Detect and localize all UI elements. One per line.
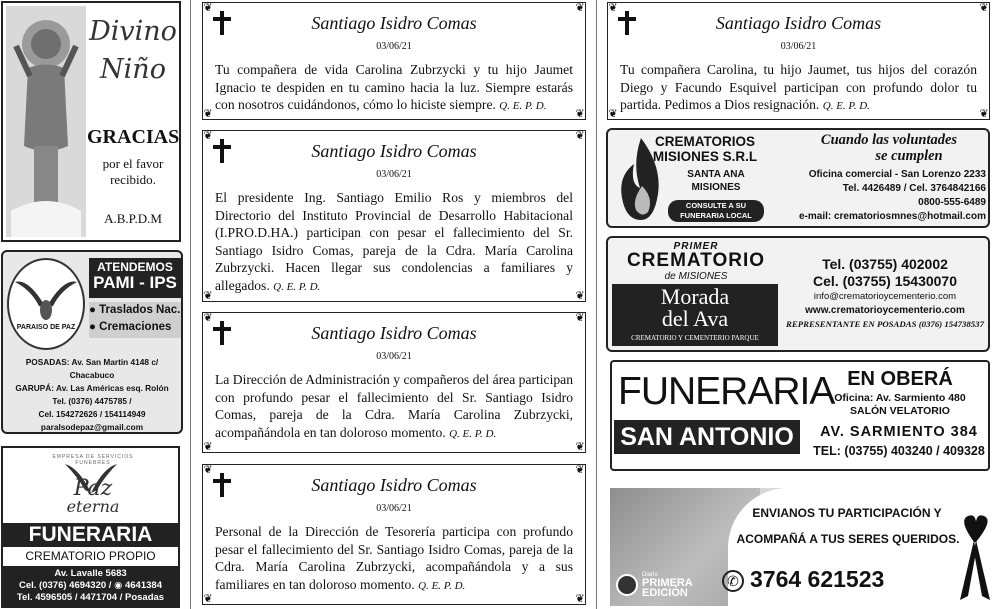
corner-ornament-icon: ❦ xyxy=(608,2,618,14)
obituary-name: Santiago Isidro Comas xyxy=(311,13,477,33)
obituary-message: El presidente Ing. Santiago Emilio Ros y miembros del Directorio del Instituto Provincial de Desarrollo Habitacional (I.PRO.D.HA.) participan con pesar el fallecimiento del Sr. Santiago Isidro Comas, pareja de la Cdra. María Carolina Zubrzycki. Hacen llegar sus condolencias a familiares y allegados. xyxy=(215,190,573,293)
divino-title-line2: Niño xyxy=(100,54,166,85)
morada-line2: del Ava xyxy=(661,306,729,331)
primer-contact xyxy=(782,256,988,332)
obituary-date: 03/06/21 xyxy=(376,351,412,362)
crem-slogan-line1: Cuando las voluntades xyxy=(820,132,958,148)
obituary-message: Tu compañera Carolina, tu hijo Jaumet, tus hijos del corazón Diego y Facundo Esquivel participan con profundo dolor tu partida. Pedimos a Dios resignación. xyxy=(620,62,977,112)
sa-salon: SALÓN VELATORIO xyxy=(850,405,950,417)
corner-ornament-icon: ❦ xyxy=(203,312,213,324)
crem-city-line1: SANTA ANA xyxy=(687,169,745,180)
primer-email: info@crematorioycementerio.com xyxy=(813,291,957,302)
paz-logo xyxy=(33,476,153,516)
primera-brand-line1: PRIMERA xyxy=(642,577,693,589)
crem-800: 0800-555-6489 xyxy=(918,197,986,208)
paraiso-de-paz-ad xyxy=(1,250,183,434)
qepd-text: Q. E. P. D. xyxy=(449,427,497,440)
primera-phone: 3764 621523 xyxy=(750,566,885,592)
bullet-icon: ● xyxy=(89,304,96,316)
obituary-notice xyxy=(202,464,586,605)
divino-initials: A.B.P.D.M xyxy=(104,211,162,226)
primer-web: www.crematorioycementerio.com xyxy=(805,305,965,316)
corner-ornament-icon: ❦ xyxy=(575,130,585,142)
qepd-text: Q. E. P. D. xyxy=(499,100,547,112)
san-antonio-ad xyxy=(610,360,990,471)
primer-label: PRIMER xyxy=(673,241,719,252)
crem-tel: Tel. 4426489 / Cel. 3764842166 xyxy=(842,183,986,194)
paz-address: Av. Lavalle 5683 xyxy=(54,568,127,579)
crem-email: e-mail: crematoriosmnes@hotmail.com xyxy=(798,211,986,222)
primer-crematorio-ad xyxy=(606,236,990,352)
primer-rep: REPRESENTANTE EN POSADAS (0376) 154738537 xyxy=(786,319,984,329)
obituary-text xyxy=(215,189,573,296)
paraiso-email: paralsodepaz@gmail.com xyxy=(40,422,144,432)
obituary-date: 03/06/21 xyxy=(780,41,817,52)
corner-ornament-icon: ❦ xyxy=(575,441,585,453)
paz-contact-block xyxy=(3,566,178,606)
service-cremaciones xyxy=(89,319,181,336)
obituary-notice xyxy=(202,2,586,120)
qepd-text: Q. E. P. D. xyxy=(822,100,870,112)
sa-office: Oficina: Av. Sarmiento 480 xyxy=(834,392,966,404)
paraiso-posadas: POSADAS: Av. San Martin 4148 c/ Chacabuco xyxy=(25,357,159,380)
favor-line1: por el favor xyxy=(102,156,164,171)
paraiso-logo-text: PARAISO DE PAZ xyxy=(16,324,76,331)
corner-ornament-icon: ❦ xyxy=(575,312,585,324)
corner-ornament-icon: ❦ xyxy=(979,2,989,14)
primera-edicion-ad xyxy=(610,488,990,606)
obituary-date: 03/06/21 xyxy=(376,503,412,514)
sa-obera: EN OBERÁ xyxy=(847,368,953,390)
corner-ornament-icon: ❦ xyxy=(203,464,213,476)
divino-title xyxy=(87,17,179,85)
pami-ips-text: PAMI - IPS xyxy=(93,273,177,292)
sa-name: SAN ANTONIO xyxy=(614,420,800,454)
paz-eterna-ad xyxy=(1,446,180,608)
service-traslados xyxy=(89,302,181,319)
paz-logo-word2: eterna xyxy=(66,497,120,516)
gracias-text: GRACIAS xyxy=(87,126,180,148)
primera-brand-small: Diario xyxy=(642,572,658,578)
crem-name-line1: CREMATORIOS xyxy=(654,134,755,149)
primera-line2-part2: SERES QUERIDOS. xyxy=(848,532,960,546)
obituary-name: Santiago Isidro Comas xyxy=(311,475,477,495)
paz-tel: Tel. 4596505 / 4471704 / Posadas xyxy=(16,592,165,603)
morada-sub: CREMATORIO Y CEMENTERIO PARQUE xyxy=(631,334,759,342)
paz-logo-word1: Paz xyxy=(73,476,113,501)
crem-city-line2: MISIONES xyxy=(691,182,741,193)
corner-ornament-icon: ❦ xyxy=(575,464,585,476)
paraiso-services xyxy=(89,302,181,338)
paraiso-tel: Tel. (0376) 4475785 / xyxy=(52,396,132,406)
primer-tel: Tel. (03755) 402002 xyxy=(822,256,948,272)
obituary-notice xyxy=(202,312,586,453)
paraiso-logo xyxy=(7,258,85,350)
corner-ornament-icon: ❦ xyxy=(575,290,585,302)
primera-line1: ENVIANOS TU PARTICIPACIÓN Y xyxy=(752,506,942,520)
atendemos-banner xyxy=(89,258,181,298)
obituary-date: 03/06/21 xyxy=(376,169,412,180)
obituary-name: Santiago Isidro Comas xyxy=(715,13,882,33)
corner-ornament-icon: ❦ xyxy=(575,108,585,120)
crem-name xyxy=(650,134,760,164)
paraiso-cel: Cel. 154272626 / 154114949 xyxy=(38,409,146,419)
primera-logo-icon xyxy=(616,574,638,596)
crem-name-line2: MISIONES S.R.L xyxy=(652,149,758,164)
obituary-message: La Dirección de Administración y compañeros del área participan con profundo pesar el fallecimiento del Sr. Santiago Isidro Comas, pareja de la Cdra. María Carolina Zubrzycki, acompañándola en tan doloroso momento. xyxy=(215,372,573,440)
paz-eterna-arc: EMPRESA DE SERVICIOS FUNEBRES xyxy=(52,454,134,466)
paz-cel: Cel. (0376) 4694320 / ◉ 4641384 xyxy=(19,580,162,591)
divino-title-line1: Divino xyxy=(89,16,177,47)
paraiso-garupa: GARUPÁ: Av. Las Américas esq. Rolón xyxy=(15,383,169,393)
whatsapp-icon: ✆ xyxy=(722,570,744,592)
obituary-date: 03/06/21 xyxy=(376,41,412,52)
crematorios-misiones-ad xyxy=(606,128,990,228)
primera-line2-part1: ACOMPAÑÁ A TUS xyxy=(736,532,849,546)
paz-crematorio: CREMATORIO PROPIO xyxy=(25,549,156,563)
sa-tel: TEL: (03755) 403240 / 409328 xyxy=(813,444,985,458)
sa-address: AV. SARMIENTO 384 xyxy=(820,424,978,440)
obituary-text xyxy=(215,371,573,443)
corner-ornament-icon: ❦ xyxy=(203,130,213,142)
atendemos-text: ATENDEMOS xyxy=(97,260,173,274)
primer-de-misiones: de MISIONES xyxy=(664,271,728,282)
corner-ornament-icon: ❦ xyxy=(203,108,213,120)
corner-ornament-icon: ❦ xyxy=(203,2,213,14)
crem-consult-badge xyxy=(668,200,764,222)
obituary-message: Tu compañera de vida Carolina Zubrzycki y tu hijo Jaumet Ignacio te despiden en tu camino hacia la luz. Siempre estarás con nosotros cuidándonos, cómo lo hiciste siempre. xyxy=(215,62,573,112)
mourning-ribbon-icon xyxy=(954,512,990,602)
crem-consult-line1: CONSULTE A SU xyxy=(685,201,747,210)
corner-ornament-icon: ❦ xyxy=(979,108,989,120)
corner-ornament-icon: ❦ xyxy=(203,593,213,605)
service-cremaciones-text: Cremaciones xyxy=(99,321,172,333)
corner-ornament-icon: ❦ xyxy=(203,290,213,302)
corner-ornament-icon: ❦ xyxy=(575,2,585,14)
qepd-text: Q. E. P. D. xyxy=(418,579,466,592)
primera-brand xyxy=(616,572,712,600)
obituary-text xyxy=(620,61,977,116)
obituary-name: Santiago Isidro Comas xyxy=(311,323,477,343)
obituary-name: Santiago Isidro Comas xyxy=(311,141,477,161)
service-traslados-text: Traslados Nac. xyxy=(99,304,181,316)
obituary-notice xyxy=(202,130,586,302)
sa-funeraria: FUNERARIA xyxy=(618,370,835,413)
paz-funeraria: FUNERARIA xyxy=(3,523,178,547)
primer-cel: Cel. (03755) 15430070 xyxy=(813,273,957,289)
primera-brand-line2: EDICIÓN xyxy=(642,587,688,599)
crem-slogan xyxy=(798,132,980,164)
primera-line2 xyxy=(732,532,964,546)
corner-ornament-icon: ❦ xyxy=(575,593,585,605)
paraiso-contact xyxy=(3,356,181,434)
bullet-icon: ● xyxy=(89,321,96,333)
divino-nino-image xyxy=(6,6,86,237)
crem-slogan-line2: se cumplen xyxy=(875,148,943,164)
qepd-text: Q. E. P. D. xyxy=(273,280,321,293)
morada-block xyxy=(612,284,778,346)
obituary-text xyxy=(215,523,573,595)
obituary-message: Personal de la Dirección de Tesorería participa con profundo pesar el fallecimiento del Sr. Santiago Isidro Comas, pareja de la Cdra. María Carolina Zubrzycki, acompañándola y a sus familiares en tan doloroso momento. xyxy=(215,524,573,592)
crem-city xyxy=(666,168,766,194)
morada-line1: Morada xyxy=(660,284,730,309)
crem-contact xyxy=(766,168,986,224)
crem-office: Oficina comercial - San Lorenzo 2233 xyxy=(808,169,986,180)
corner-ornament-icon: ❦ xyxy=(203,441,213,453)
primer-crematorio-title: CREMATORIO xyxy=(626,250,766,271)
crem-consult-line2: FUNERARIA LOCAL xyxy=(680,211,752,220)
corner-ornament-icon: ❦ xyxy=(608,108,618,120)
obituary-text xyxy=(215,61,573,116)
divino-nino-ad xyxy=(1,1,181,242)
favor-line2: recibido. xyxy=(110,172,156,187)
obituary-notice xyxy=(607,2,990,120)
